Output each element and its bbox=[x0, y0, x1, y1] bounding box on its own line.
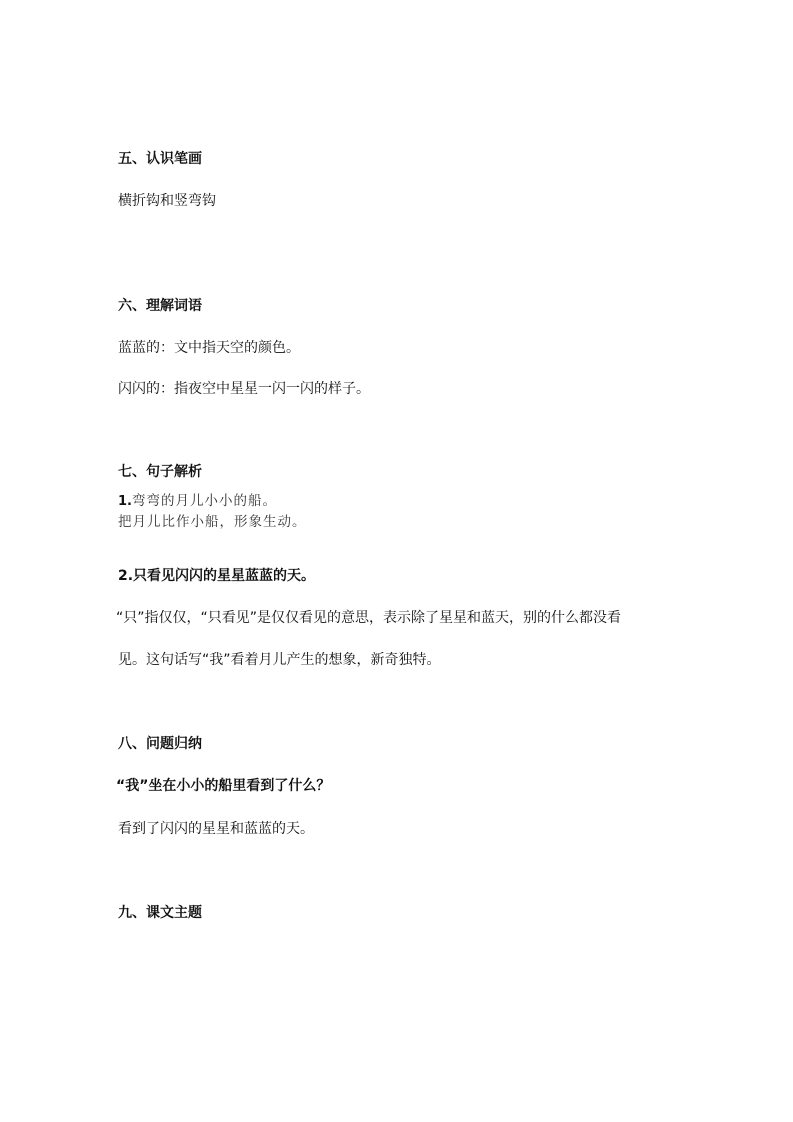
sentence-number: 1. bbox=[118, 494, 132, 509]
sentence-1 bbox=[118, 492, 277, 511]
paragraph: 蓝蓝的：文中指天空的颜色。 bbox=[118, 340, 300, 356]
section-heading-6: 六、理解词语 bbox=[118, 298, 202, 314]
answer: 看到了闪闪的星星和蓝蓝的天。 bbox=[118, 821, 314, 837]
paragraph: 闪闪的：指夜空中星星一闪一闪的样子。 bbox=[118, 381, 370, 397]
section-heading-8: 八、问题归纳 bbox=[118, 736, 202, 752]
sentence-note: 把月儿比作小船，形象生动。 bbox=[118, 514, 307, 530]
section-heading-9: 九、课文主题 bbox=[118, 905, 202, 921]
section-heading-7: 七、句子解析 bbox=[118, 464, 202, 480]
paragraph: “只”指仅仅，“只看见”是仅仅看见的意思，表示除了星星和蓝天，别的什么都没看 bbox=[116, 610, 622, 626]
sentence-text: 弯弯的月儿小小的船。 bbox=[131, 493, 277, 509]
section-heading-5: 五、认识笔画 bbox=[118, 151, 202, 167]
paragraph: 横折钩和竖弯钩 bbox=[118, 193, 216, 209]
sentence-2: 2.只看见闪闪的星星蓝蓝的天。 bbox=[118, 568, 316, 584]
question: “我”坐在小小的船里看到了什么？ bbox=[116, 778, 331, 794]
paragraph: 见。这句话写“我”看着月儿产生的想象，新奇独特。 bbox=[118, 652, 441, 668]
